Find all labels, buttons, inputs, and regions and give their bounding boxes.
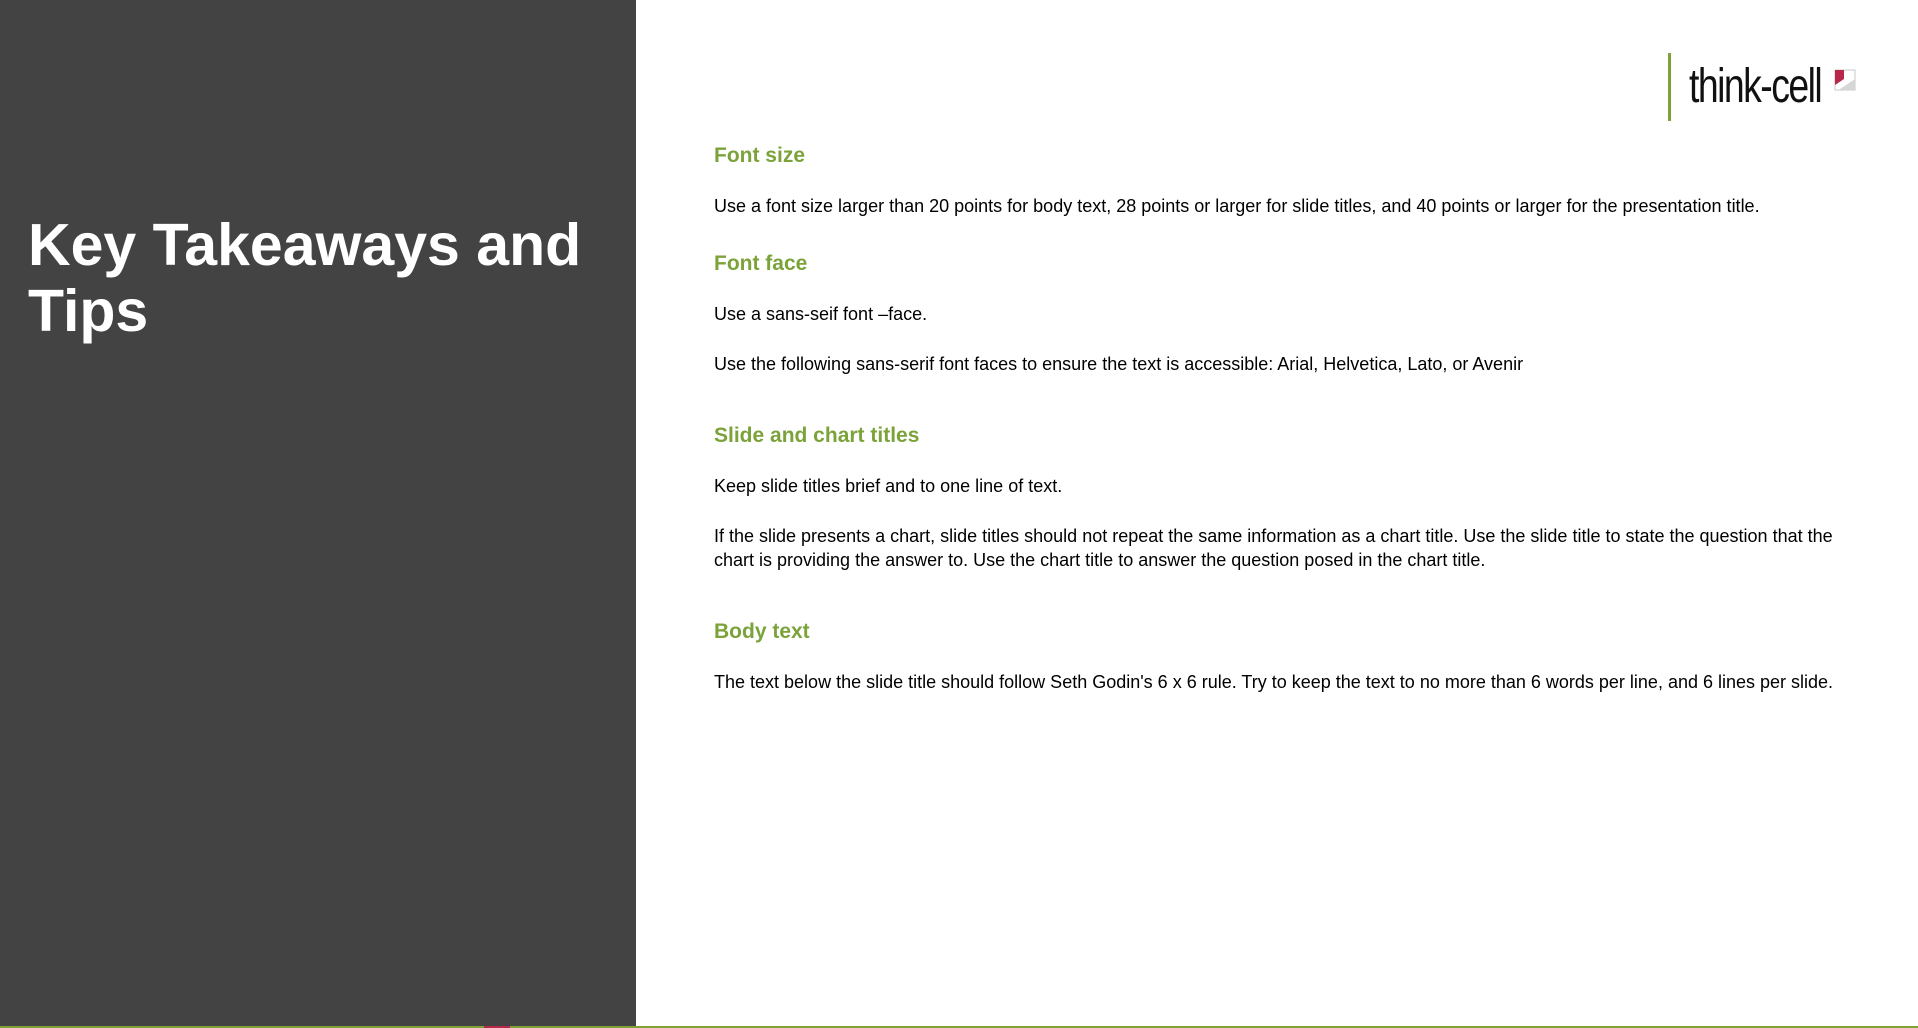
think-cell-logo [1668, 53, 1858, 121]
logo-text: think-cell [1688, 60, 1821, 113]
section-paragraph: If the slide presents a chart, slide titles should not repeat the same information as a chart title. Use the slide title to state the question that the chart is providing the answer to. Use the chart title to answer the question posed in the chart title. [714, 526, 1833, 570]
section-paragraph: The text below the slide title should follow Seth Godin's 6 x 6 rule. Try to keep the text to no more than 6 words per line, and 6 lines per slide. [714, 672, 1834, 692]
section-paragraph: Use the following sans-serif font faces to ensure the text is accessible: Arial, Helvetica, Lato, or Avenir [714, 354, 1524, 374]
think-cell-logo-icon [1832, 67, 1858, 93]
section-font-face [714, 250, 1854, 376]
section-paragraph: Use a font size larger than 20 points for body text, 28 points or larger for slide titles, and 40 points or larger for the presentation title. [714, 196, 1760, 216]
section-heading: Font size [714, 144, 806, 167]
section-paragraph: Keep slide titles brief and to one line of text. [714, 476, 1063, 496]
section-heading: Font face [714, 252, 808, 275]
section-heading: Body text [714, 620, 810, 643]
title-panel [0, 0, 636, 1026]
section-heading: Slide and chart titles [714, 424, 920, 447]
logo-divider [1668, 53, 1671, 121]
section-slide-chart-titles [714, 422, 1854, 572]
content-area [714, 142, 1854, 720]
section-font-size [714, 142, 1854, 218]
section-body-text [714, 618, 1854, 694]
slide-title: Key Takeaways and Tips [28, 212, 582, 344]
section-paragraph: Use a sans-seif font –face. [714, 304, 928, 324]
